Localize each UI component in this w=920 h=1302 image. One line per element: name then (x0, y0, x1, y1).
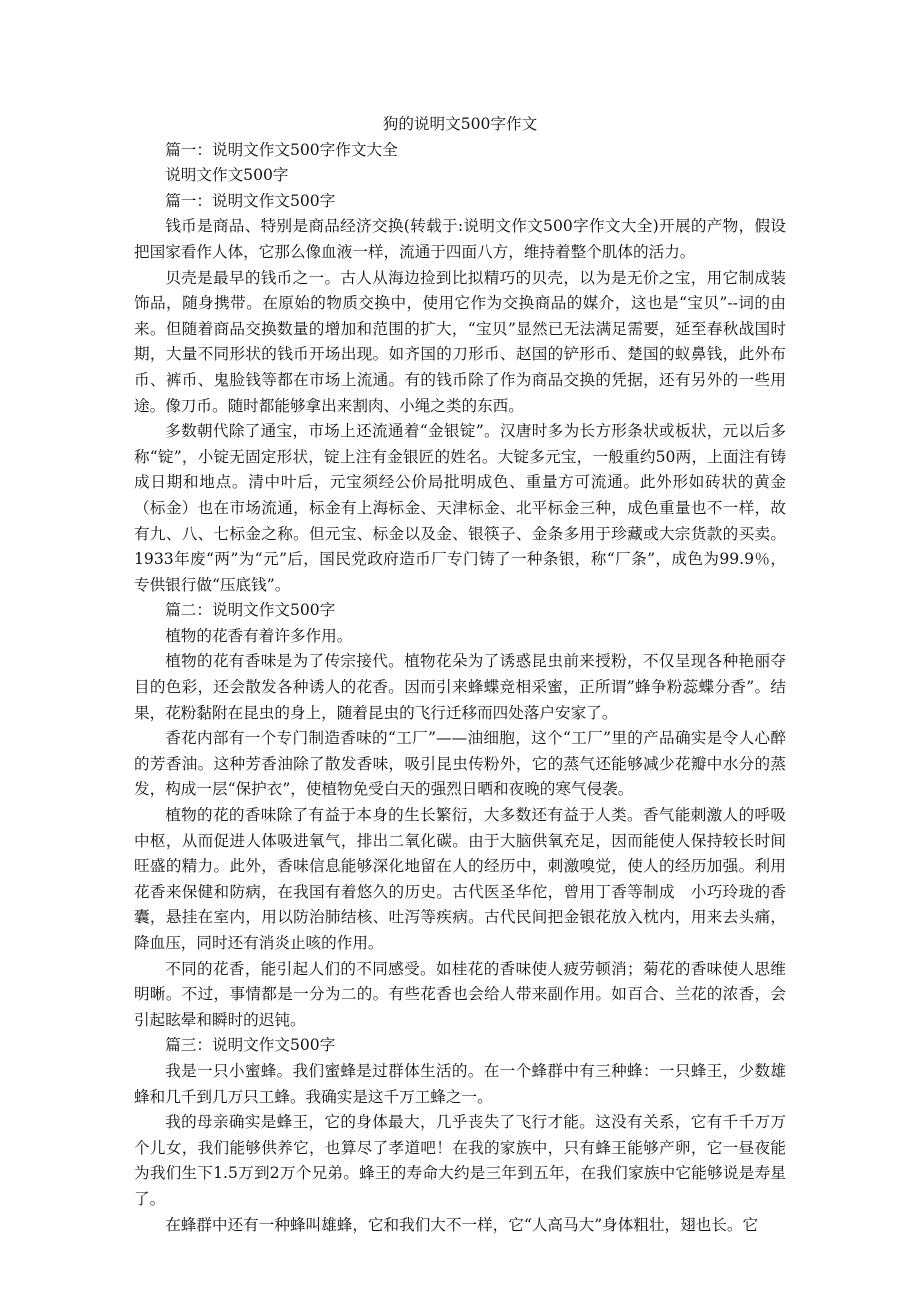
paragraph: 在蜂群中还有一种蜂叫雄蜂，它和我们大不一样，它“人高马大”身体粗壮，翅也长。它 (165, 1215, 759, 1234)
paragraph: 贝壳是最早的钱币之一。古人从海边捡到比拟精巧的贝壳，以为是无价之宝，用它制成装饰品，随身携带。在原始的物质交换中，使用它作为交换商品的媒介，这也是“宝贝”--词的由来。但随着商品交换数量的增加和范围的扩大，“宝贝”显然已无法满足需要，延至春秋战国时期，大量不同形状的钱币开场出现。如齐国的刀形币、赵国的铲形币、楚国的蚁鼻钱，此外布币、裤币、鬼脸钱等都在市场上流通。有的钱币除了作为商品交换的凭据，还有另外的一些用途。像刀币。随时都能够拿出来割肉、小绳之类的东西。 (134, 268, 786, 415)
document-title: 狗的说明文500字作文 (382, 115, 538, 133)
paragraph: 不同的花香，能引起人们的不同感受。如桂花的香味使人疲劳顿消；菊花的香味使人思维明晰。不过，事情都是一分为二的。有些花香也会给人带来副作用。如百合、兰花的浓香，会引起眩晕和瞬时的迟钝。 (134, 959, 786, 1029)
section-heading: 篇一：说明文作文500字作文大全 (165, 140, 398, 159)
paragraph: 植物的花有香味是为了传宗接代。植物花朵为了诱惑昆虫前来授粉，不仅呈现各种艳丽夺目的色彩，还会散发各种诱人的花香。因而引来蜂蝶竞相采蜜，正所谓”蜂争粉蕊蝶分香”。结果，花粉黏附在昆虫的身上，随着昆虫的飞行迁移而四处落户安家了。 (134, 652, 786, 722)
document-body (134, 112, 786, 1238)
paragraph: 植物的花的香味除了有益于本身的生长繁衍，大多数还有益于人类。香气能刺激人的呼吸中枢，从而促进人体吸进氧气，排出二氧化碳。由于大脑供氧充足，因而能使人保持较长时间旺盛的精力。此外，香味信息能够深化地留在人的经历中，刺激嗅觉，使人的经历加强。利用花香来保健和防病，在我国有着悠久的历史。古代医圣华佗，曾用丁香等制成 小巧玲珑的香囊，悬挂在室内，用以防治肺结核、吐泻等疾病。古代民间把金银花放入枕内，用来去头痛，降血压，同时还有消炎止咳的作用。 (134, 806, 786, 952)
paragraph: 钱币是商品、特别是商品经济交换(转载于:说明文作文500字作文大全)开展的产物，假设把国家看作人体，它那么像血液一样，流通于四面八方，维持着整个肌体的活力。 (134, 217, 786, 261)
paragraph: 香花内部有一个专门制造香味的“工厂”——油细胞，这个“工厂”里的产品确实是令人心醉的芳香油。这种芳香油除了散发香味，吸引昆虫传粉外，它的蒸气还能够减少花瓣中水分的蒸发，构成一层“保护衣”，使植物免受白天的强烈日晒和夜晚的寒气侵袭。 (134, 729, 786, 799)
paragraph: 植物的花香有着许多作用。 (165, 626, 353, 645)
section-heading: 篇二：说明文作文500字 (165, 601, 336, 620)
section-heading: 篇三：说明文作文500字 (165, 1036, 336, 1055)
section-heading: 篇一：说明文作文500字 (165, 191, 336, 210)
section-heading: 说明文作文500字 (165, 166, 289, 185)
paragraph: 多数朝代除了通宝，市场上还流通着“金银锭”。汉唐时多为长方形条状或板状，元以后多称“锭”，小锭无固定形状，锭上注有金银匠的姓名。大锭多元宝，一般重约50两，上面注有铸成日期和地点。清中叶后，元宝须经公价局批明成色、重量方可流通。此外形如砖状的黄金（标金）也在市场流通，标金有上海标金、天津标金、北平标金三种，成色重量也不一样，故有九、八、七标金之称。但元宝、标金以及金、银筷子、金条多用于珍藏或大宗货款的买卖。1933年废“两”为“元”后，国民党政府造币厂专门铸了一种条银，称“厂条”，成色为99.9％，专供银行做“压底钱”。 (134, 422, 786, 594)
paragraph: 我的母亲确实是蜂王，它的身体最大，几乎丧失了飞行才能。这没有关系，它有千千万万个儿女，我们能够供养它，也算尽了孝道吧！在我的家族中，只有蜂王能够产卵，它一昼夜能为我们生下1.5万到2万个兄弟。蜂王的寿命大约是三年到五年，在我们家族中它能够说是寿星了。 (134, 1113, 786, 1208)
paragraph: 我是一只小蜜蜂。我们蜜蜂是过群体生活的。在一个蜂群中有三种蜂：一只蜂王，少数雄蜂和几千到几万只工蜂。我确实是这千万工蜂之一。 (134, 1061, 786, 1106)
